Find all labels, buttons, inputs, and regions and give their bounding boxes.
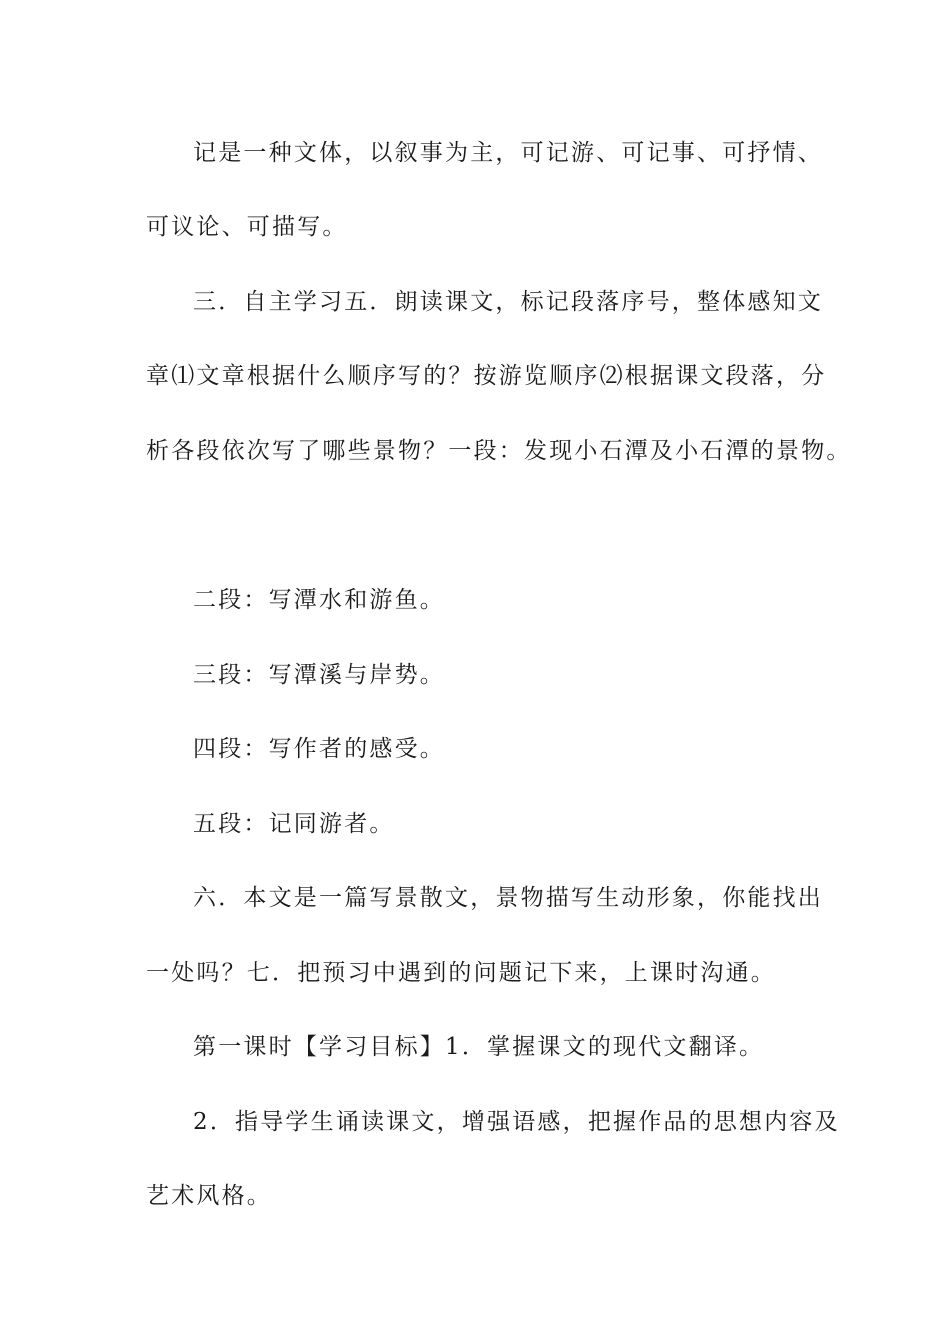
- text-line: 三．自主学习五．朗读课文，标记段落序号，整体感知文: [193, 289, 823, 315]
- text-line: 2．指导学生诵读课文，增强语感，把握作品的思想内容及: [193, 1109, 840, 1135]
- text-line: 二段：写潭水和游鱼。: [193, 587, 445, 613]
- text-line: 可议论、可描写。: [146, 214, 348, 240]
- text-line: 艺术风格。: [146, 1183, 272, 1209]
- text-line: 记是一种文体，以叙事为主，可记游、可记事、可抒情、: [193, 140, 823, 166]
- text-line: 五段：记同游者。: [193, 811, 395, 837]
- text-line: 六．本文是一篇写景散文，景物描写生动形象，你能找出: [193, 885, 823, 911]
- text-line: 一处吗？七．把预习中遇到的问题记下来，上课时沟通。: [146, 960, 776, 986]
- text-line: 第一课时【学习目标】1．掌握课文的现代文翻译。: [193, 1034, 765, 1060]
- text-line: 章⑴文章根据什么顺序写的？按游览顺序⑵根据课文段落，分: [146, 363, 827, 389]
- text-line: 三段：写潭溪与岸势。: [193, 662, 445, 688]
- text-line: 四段：写作者的感受。: [193, 736, 445, 762]
- text-line: 析各段依次写了哪些景物？一段：发现小石潭及小石潭的景物。: [146, 438, 852, 464]
